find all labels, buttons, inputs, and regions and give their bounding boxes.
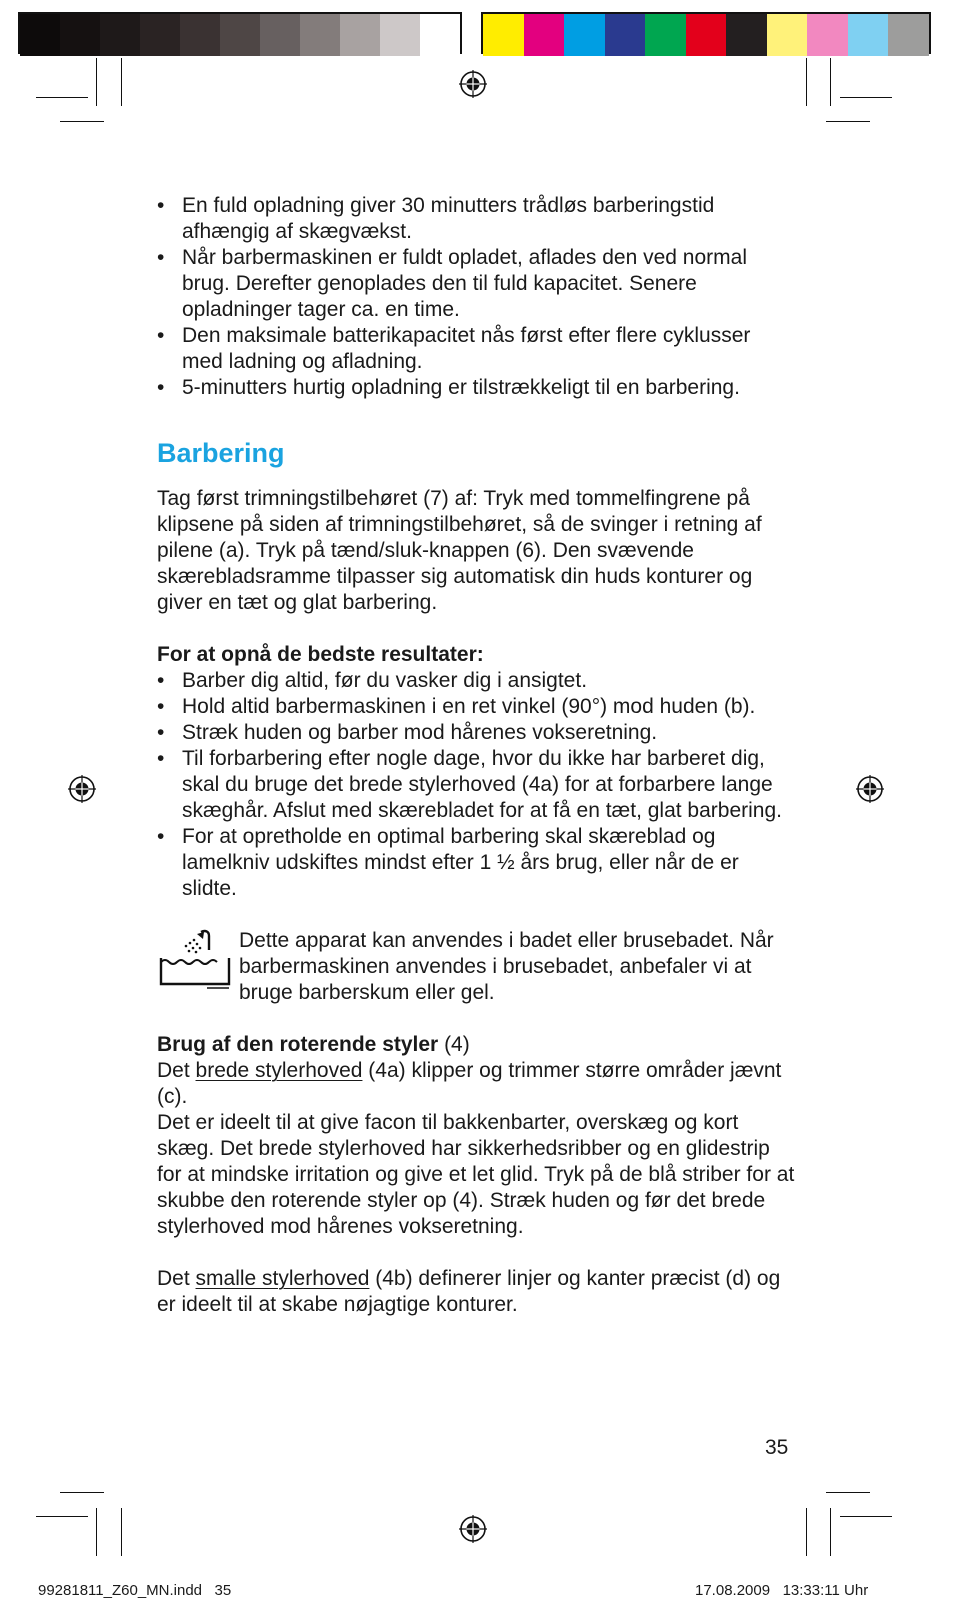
list-item: • Til forbarbering efter nogle dage, hvor du ikke har barberet dig, skal du bruge det brede stylerhoved (4a) for at forbarbere lange skæghår. Afslut med skærebladet for at få en tæt, glat barbering. <box>157 746 797 824</box>
shower-note <box>157 928 797 1006</box>
crop-mark <box>36 97 88 98</box>
crop-mark <box>121 58 122 106</box>
gray-swatch <box>380 14 420 56</box>
crop-mark <box>826 1492 870 1493</box>
tips-title: For at opnå de bedste resultater: <box>157 643 484 666</box>
color-swatch <box>807 14 848 56</box>
gray-swatch <box>140 14 180 56</box>
page-content <box>157 193 797 1318</box>
gray-swatch <box>260 14 300 56</box>
gray-swatch <box>20 14 60 56</box>
styler-title-line <box>157 1032 797 1058</box>
color-swatch <box>564 14 605 56</box>
list-item: • Stræk huden og barber mod hårenes vokseretning. <box>157 720 797 746</box>
section-title: Barbering <box>157 438 285 468</box>
styler-title: Brug af den roterende styler <box>157 1033 439 1056</box>
intro-bullet-list <box>157 193 797 401</box>
color-swatch <box>686 14 727 56</box>
registration-mark-icon <box>68 775 96 803</box>
gray-swatch <box>60 14 100 56</box>
styler-wide-paragraph <box>157 1058 797 1110</box>
list-item: • Den maksimale batterikapacitet nås først efter flere cyklusser med ladning og afladning. <box>157 323 797 375</box>
text-span: (4a) klipper og trimmer større områder jævnt (c). <box>157 1059 782 1108</box>
list-item: • Barber dig altid, før du vasker dig i ansigtet. <box>157 668 797 694</box>
crop-mark <box>830 1508 831 1556</box>
text-span: Det <box>157 1059 196 1082</box>
crop-mark <box>806 1508 807 1556</box>
footer-file-info: 99281811_Z60_MN.indd 35 <box>38 1582 232 1599</box>
narrow-styler-term: smalle stylerhoved <box>195 1267 370 1290</box>
color-swatch <box>767 14 808 56</box>
gray-swatch <box>340 14 380 56</box>
gray-swatch <box>300 14 340 56</box>
text-span: Det <box>157 1267 196 1290</box>
shower-text: Dette apparat kan anvendes i badet eller brusebadet. Når barbermaskinen anvendes i brusebadet, anbefaler vi at bruge barberskum eller gel. <box>239 929 774 1004</box>
color-calibration-bar <box>481 12 931 54</box>
color-swatch <box>524 14 565 56</box>
color-swatch <box>848 14 889 56</box>
crop-mark <box>826 121 870 122</box>
styler-wide-paragraph-2: Det er ideelt til at give facon til bakkenbarter, overskæg og kort skæg. Det brede stylerhoved har sikkerhedsribber og en glidestrip for at mindske irritation og give et let glid. Tryk på de blå striber for at skubbe den roterende styler op (4). Stræk huden og før det brede stylerhoved mod hårenes vokseretning. <box>157 1111 795 1238</box>
footer-timestamp: 17.08.2009 13:33:11 Uhr <box>695 1582 869 1599</box>
gray-swatch <box>100 14 140 56</box>
crop-mark <box>840 1516 892 1517</box>
crop-mark <box>840 97 892 98</box>
section-paragraph: Tag først trimningstilbehøret (7) af: Tryk med tommelfingrene på klipsene på siden af trimningstilbehøret, så de svinger i retning af pilene (a). Tryk på tænd/sluk-knappen (6). Den svævende skærebladsramme tilpasser sig automatisk din huds konturer og giver en tæt og glat barbering. <box>157 487 762 614</box>
list-item: • En fuld opladning giver 30 minutters trådløs barberingstid afhængig af skægvækst. <box>157 193 797 245</box>
list-item: • Hold altid barbermaskinen i en ret vinkel (90°) mod huden (b). <box>157 694 797 720</box>
list-item: • Når barbermaskinen er fuldt opladet, aflades den ved normal brug. Derefter genoplades den til fuld kapacitet. Senere opladninger tager ca. en time. <box>157 245 797 323</box>
crop-mark <box>60 1492 104 1493</box>
styler-title-suffix: (4) <box>438 1033 470 1056</box>
gray-swatch <box>180 14 220 56</box>
crop-mark <box>60 121 104 122</box>
color-swatch <box>888 14 929 56</box>
crop-mark <box>806 58 807 106</box>
color-swatch <box>483 14 524 56</box>
list-item: • For at opretholde en optimal barbering skal skæreblad og lamelkniv udskiftes mindst efter 1 ½ års brug, eller når de er slidte. <box>157 824 797 902</box>
text-span: (4b) definerer linjer og kanter præcist (d) og er ideelt til at skabe nøjagtige konturer. <box>157 1267 781 1316</box>
crop-mark <box>36 1516 88 1517</box>
shower-bath-icon <box>157 928 239 1006</box>
crop-mark <box>96 1508 97 1556</box>
page-number: 35 <box>765 1436 789 1459</box>
registration-mark-icon <box>856 775 884 803</box>
gray-swatch <box>420 14 460 56</box>
styler-narrow-paragraph <box>157 1266 797 1318</box>
crop-mark <box>121 1508 122 1556</box>
gray-swatch <box>220 14 260 56</box>
color-swatch <box>645 14 686 56</box>
crop-mark <box>96 58 97 106</box>
wide-styler-term: brede stylerhoved <box>195 1059 363 1082</box>
color-swatch <box>726 14 767 56</box>
color-swatch <box>605 14 646 56</box>
crop-mark <box>830 58 831 106</box>
grayscale-calibration-bar <box>18 12 462 54</box>
registration-mark-icon <box>459 70 487 98</box>
registration-mark-icon <box>459 1515 487 1543</box>
tips-bullet-list <box>157 668 797 902</box>
list-item: • 5-minutters hurtig opladning er tilstrækkeligt til en barbering. <box>157 375 797 401</box>
